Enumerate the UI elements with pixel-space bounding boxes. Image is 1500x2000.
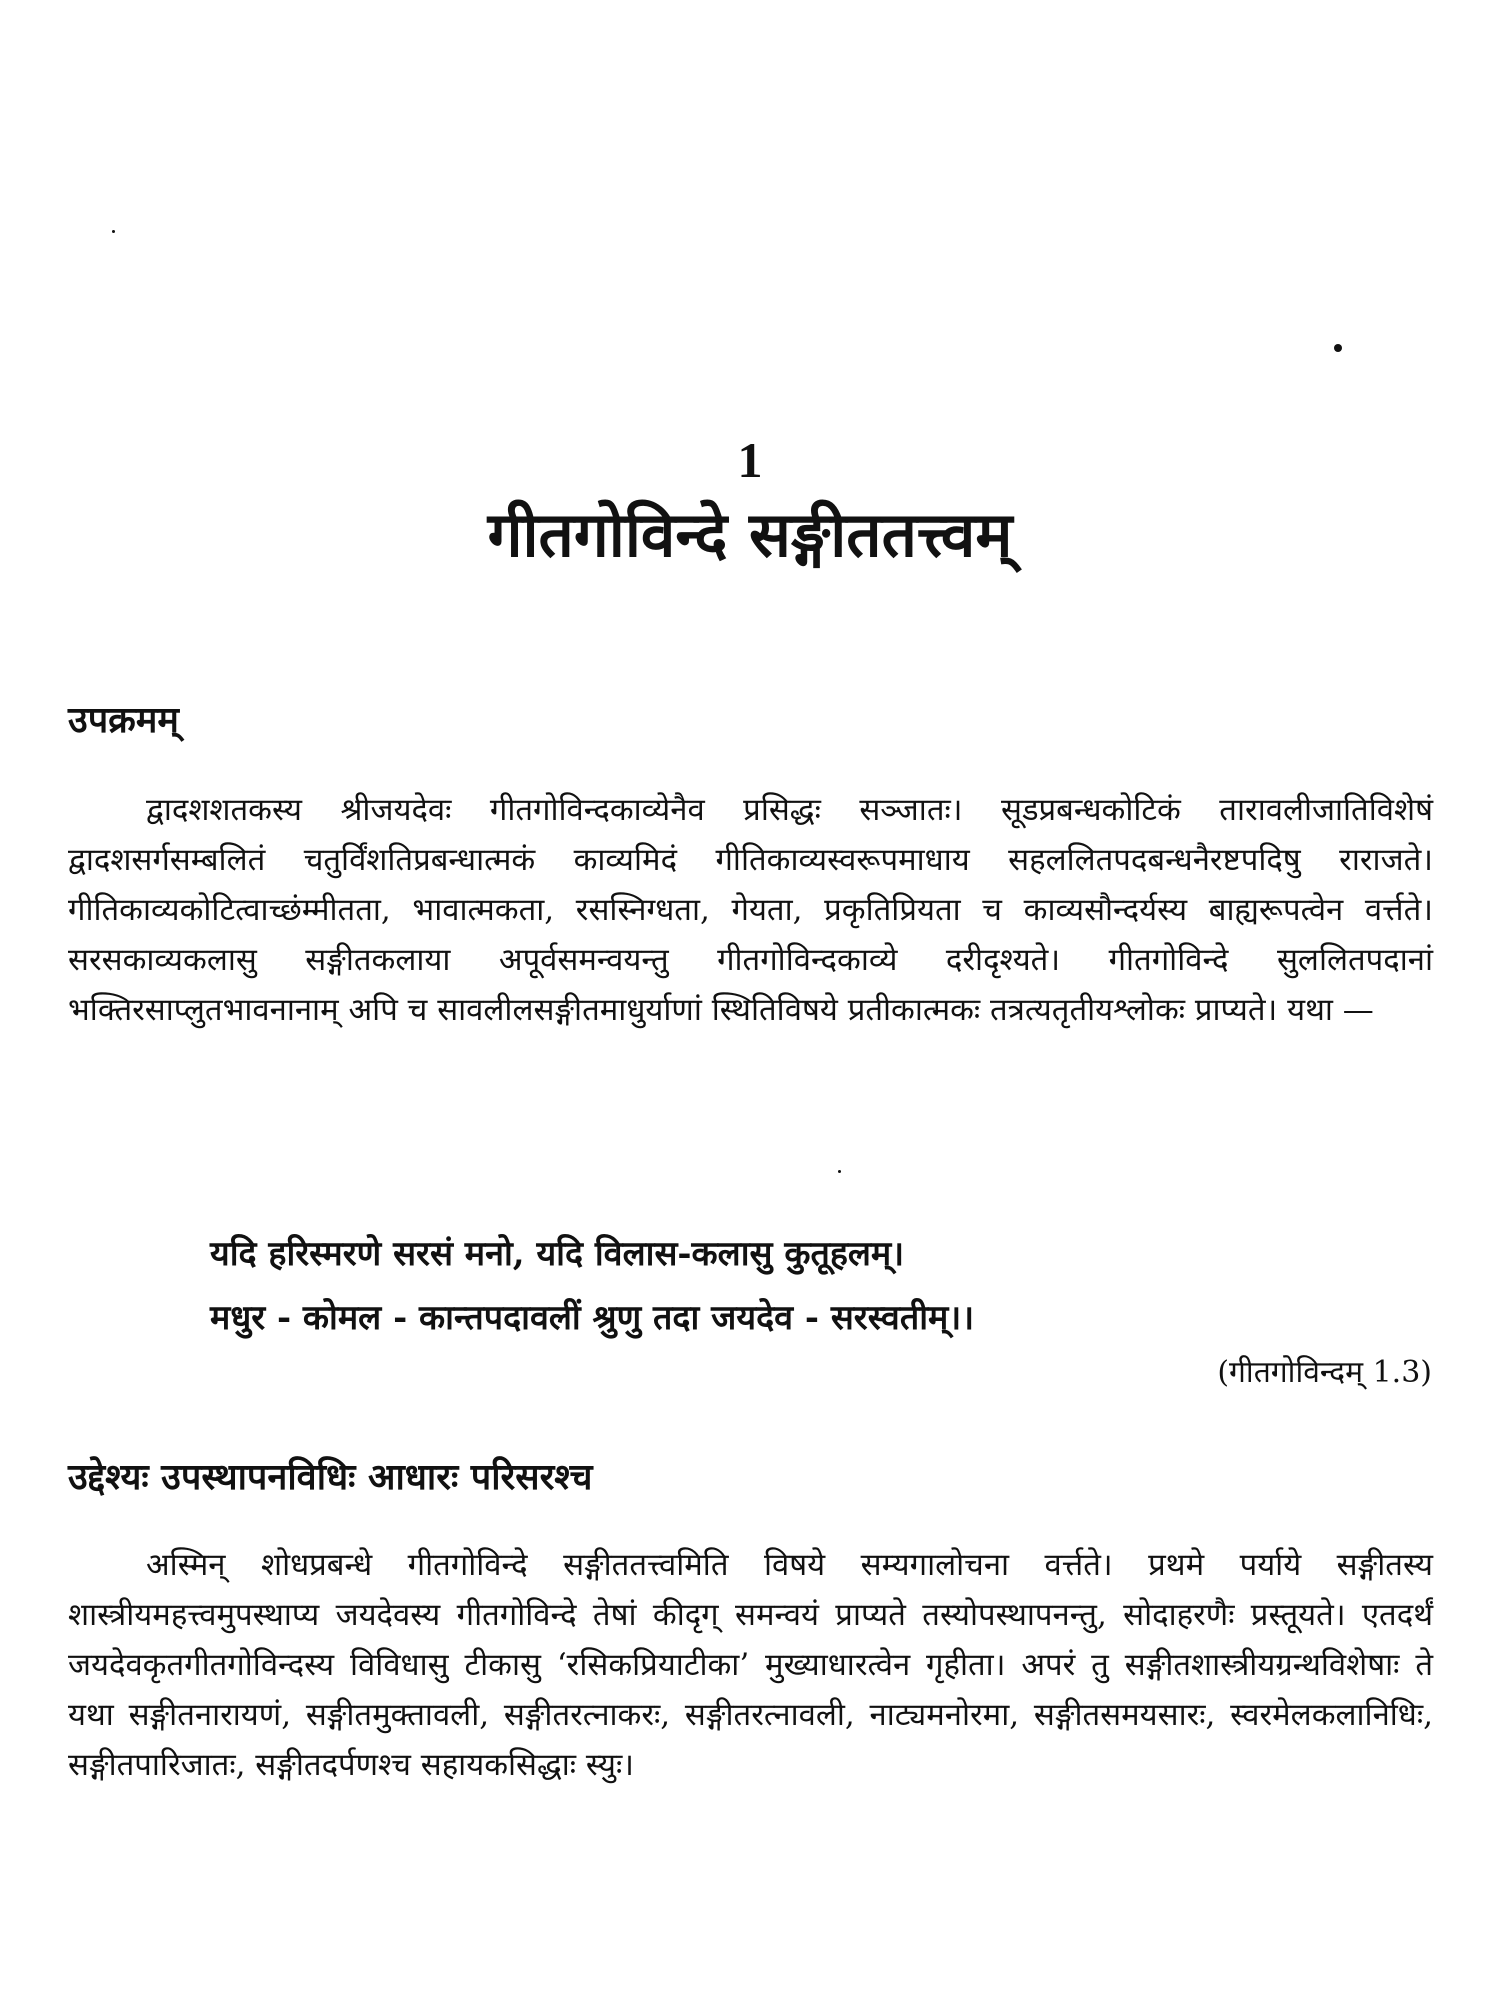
verse-line-1: यदि हरिस्मरणे सरसं मनो, यदि विलास-कलासु कुतूहलम्। xyxy=(210,1234,905,1274)
scan-speck xyxy=(838,1170,841,1173)
verse-line-2: मधुर - कोमल - कान्तपदावलीं श्रुणु तदा जयदेव - सरस्वतीम्।। xyxy=(210,1298,975,1338)
objective-paragraph: अस्मिन् शोधप्रबन्धे गीतगोविन्दे सङ्गीततत्त्वमिति विषये सम्यगालोचना वर्त्तते। प्रथमे पर्याये सङ्गीतस्य शास्त्रीयमहत्त्वमुपस्थाप्य जयदेवस्य गीतगोविन्दे तेषां कीदृग् समन्वयं प्राप्यते तस्योपस्थापनन्तु, सोदाहरणैः प्रस्तूयते। एतदर्थं जयदेवकृतगीतगोविन्दस्य विविधासु टीकासु ‘रसिकप्रियाटीका’ मुख्याधारत्वेन गृहीता। अपरं तु सङ्गीतशास्त्रीयग्रन्थविशेषाः ते यथा सङ्गीतनारायणं, सङ्गीतमुक्तावली, सङ्गीतरत्नाकरः, सङ्गीतरत्नावली, नाट्यमनोरमा, सङ्गीतसमयसारः, स्वरमेलकलानिधिः, सङ्गीतपारिजातः, सङ्गीतदर्पणश्च सहायकसिद्धाः स्युः। xyxy=(68,1547,1433,1783)
chapter-title: गीतगोविन्दे सङ्गीततत्त्वम् xyxy=(487,498,1013,571)
section-heading-introduction: उपक्रमम् xyxy=(68,699,179,741)
scan-speck xyxy=(112,230,115,233)
scan-speck xyxy=(1334,344,1342,352)
introduction-paragraph: द्वादशशतकस्य श्रीजयदेवः गीतगोविन्दकाव्येनैव प्रसिद्धः सञ्जातः। सूडप्रबन्धकोटिकं तारावलीजातिविशेषं द्वादशसर्गसम्बलितं चतुर्विंशतिप्रबन्धात्मकं काव्यमिदं गीतिकाव्यस्वरूपमाधाय सहललितपदबन्धनैरष्टपदिषु राराजते। गीतिकाव्यकोटित्वाच्छंम्मीतता, भावात्मकता, रसस्निग्धता, गेयता, प्रकृतिप्रियता च काव्यसौन्दर्यस्य बाह्यरूपत्वेन वर्त्तते। सरसकाव्यकलासु सङ्गीतकलाया अपूर्वसमन्वयन्तु गीतगोविन्दकाव्ये दरीदृश्यते। गीतगोविन्दे सुललितपदानां भक्तिरसाप्लुतभावनानाम् अपि च सावलीलसङ्गीतमाधुर्याणां स्थितिविषये प्रतीकात्मकः तत्रत्यतृतीयश्लोकः प्राप्यते। यथा — xyxy=(68,792,1433,1028)
chapter-number: 1 xyxy=(737,432,763,488)
verse-citation: (गीतगोविन्दम् 1.3) xyxy=(1217,1355,1432,1390)
section-heading-objective: उद्देश्यः उपस्थापनविधिः आधारः परिसरश्च xyxy=(68,1456,593,1498)
